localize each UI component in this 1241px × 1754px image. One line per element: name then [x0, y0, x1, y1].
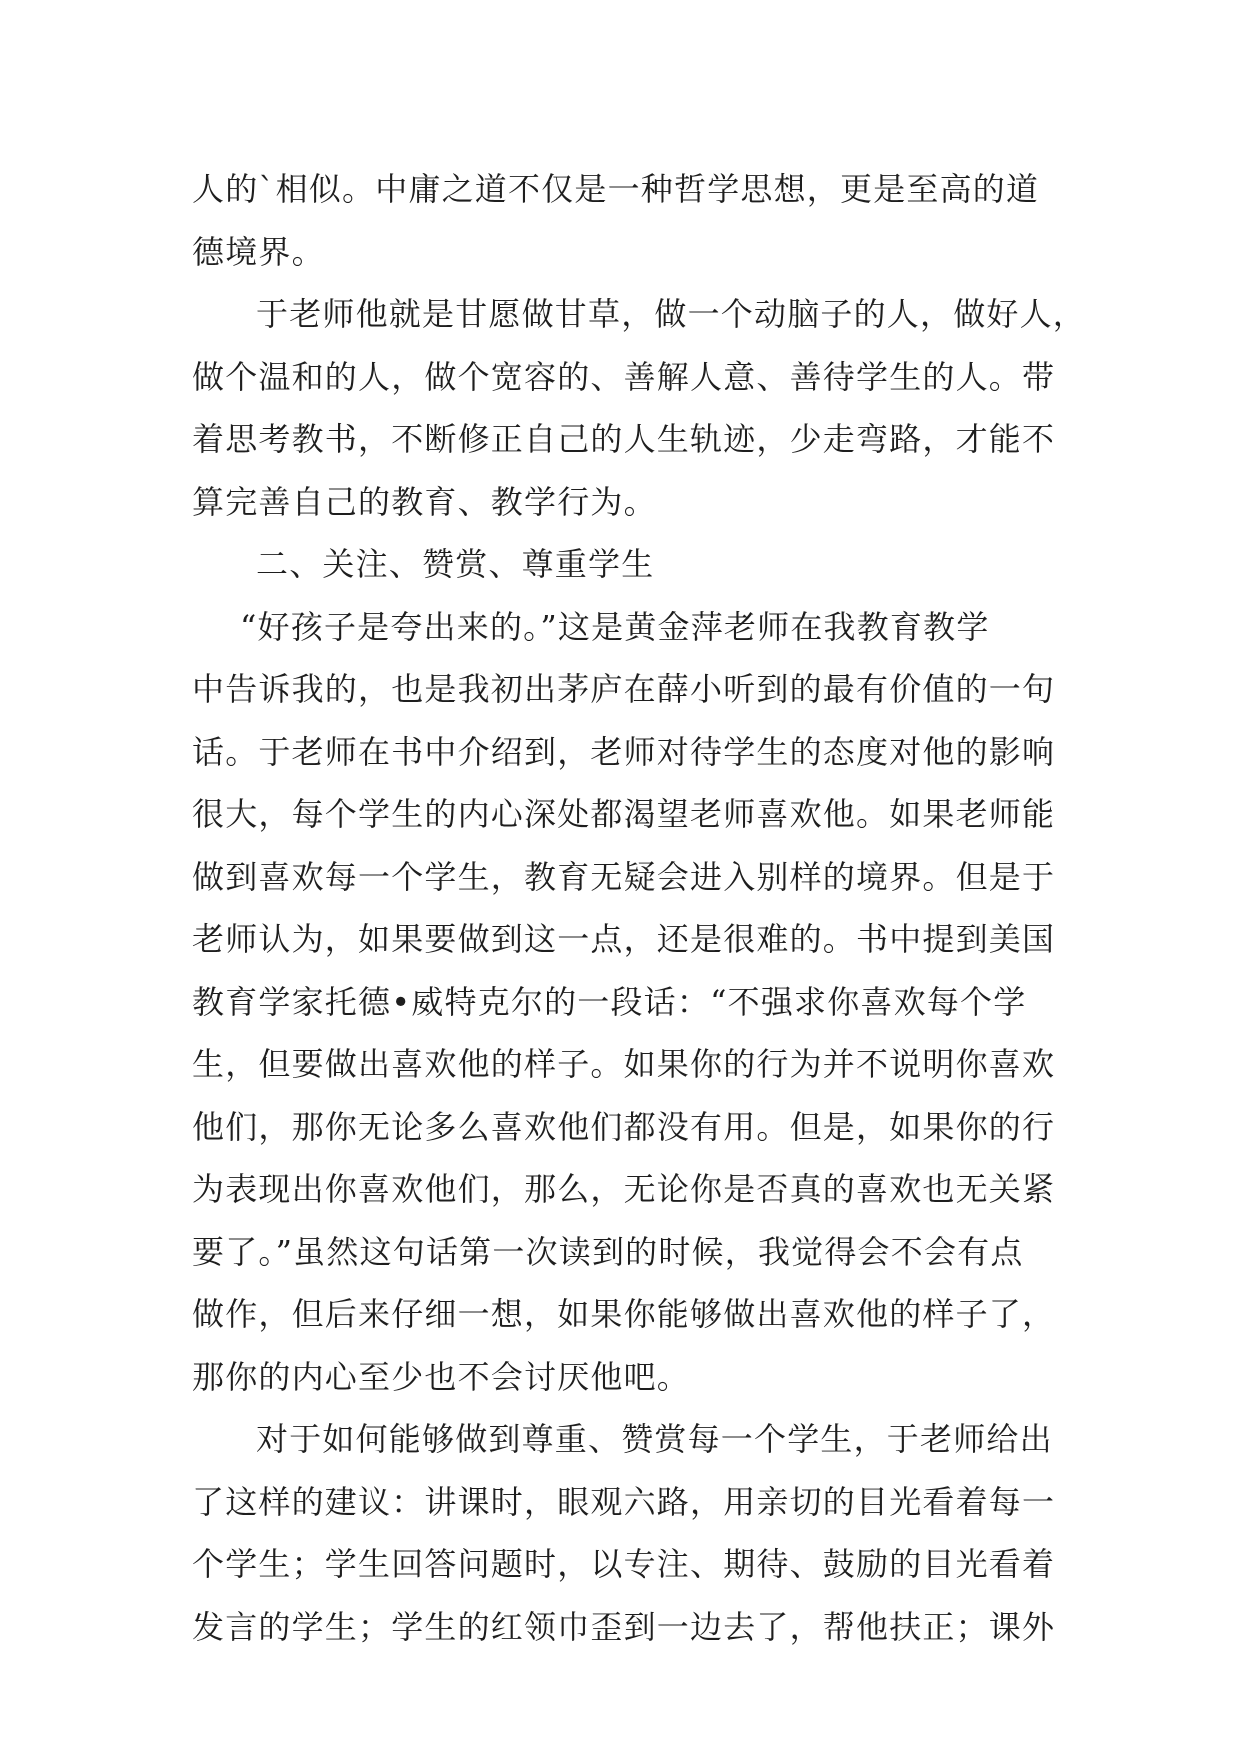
text-line: 话。于老师在书中介绍到，老师对待学生的态度对他的影响 — [192, 732, 1056, 771]
text-line: 教育学家托德•威特克尔的一段话：“不强求你喜欢每个学 — [192, 982, 1027, 1021]
text-line: 对于如何能够做到尊重、赞赏每一个学生，于老师给出 — [256, 1420, 1053, 1458]
text-line: “好孩子是夸出来的。”这是黄金萍老师在我教育教学 — [240, 607, 990, 646]
text-line: 人的`相似。中庸之道不仅是一种哲学思想，更是至高的道 — [192, 170, 1040, 208]
text-line: 很大，每个学生的内心深处都渴望老师喜欢他。如果老师能 — [192, 795, 1056, 833]
text-line: 他们，那你无论多么喜欢他们都没有用。但是，如果你的行 — [192, 1107, 1056, 1146]
text-line: 个学生；学生回答问题时，以专注、期待、鼓励的目光看着 — [192, 1545, 1056, 1583]
text-line: 着思考教书，不断修正自己的人生轨迹，少走弯路，才能不 — [192, 420, 1056, 458]
text-line: 中告诉我的，也是我初出茅庐在薛小听到的最有价值的一句 — [192, 670, 1056, 708]
text-line: 要了。”虽然这句话第一次读到的时候，我觉得会不会有点 — [192, 1232, 1024, 1271]
text-line: 发言的学生；学生的红领巾歪到一边去了，帮他扶正；课外 — [192, 1607, 1056, 1646]
text-line: 那你的内心至少也不会讨厌他吧。 — [192, 1357, 691, 1396]
text-line: 做个温和的人，做个宽容的、善解人意、善待学生的人。带 — [192, 357, 1056, 396]
text-line: 为表现出你喜欢他们，那么，无论你是否真的喜欢也无关紧 — [192, 1170, 1056, 1208]
text-line: 做到喜欢每一个学生，教育无疑会进入别样的境界。但是于 — [192, 857, 1056, 896]
text-line: 做作，但后来仔细一想，如果你能够做出喜欢他的样子了， — [192, 1295, 1056, 1333]
document-body — [192, 158, 1087, 1658]
text-line: 老师认为，如果要做到这一点，还是很难的。书中提到美国 — [192, 920, 1056, 958]
text-line: 了这样的建议：讲课时，眼观六路，用亲切的目光看着每一 — [192, 1482, 1056, 1521]
text-line: 于老师他就是甘愿做甘草，做一个动脑子的人，做好人， — [256, 295, 1087, 333]
text-line: 德境界。 — [192, 232, 325, 271]
section-heading: 二、关注、赞赏、尊重学生 — [256, 545, 655, 583]
text-line: 算完善自己的教育、教学行为。 — [192, 482, 657, 521]
text-line: 生，但要做出喜欢他的样子。如果你的行为并不说明你喜欢 — [192, 1045, 1056, 1083]
